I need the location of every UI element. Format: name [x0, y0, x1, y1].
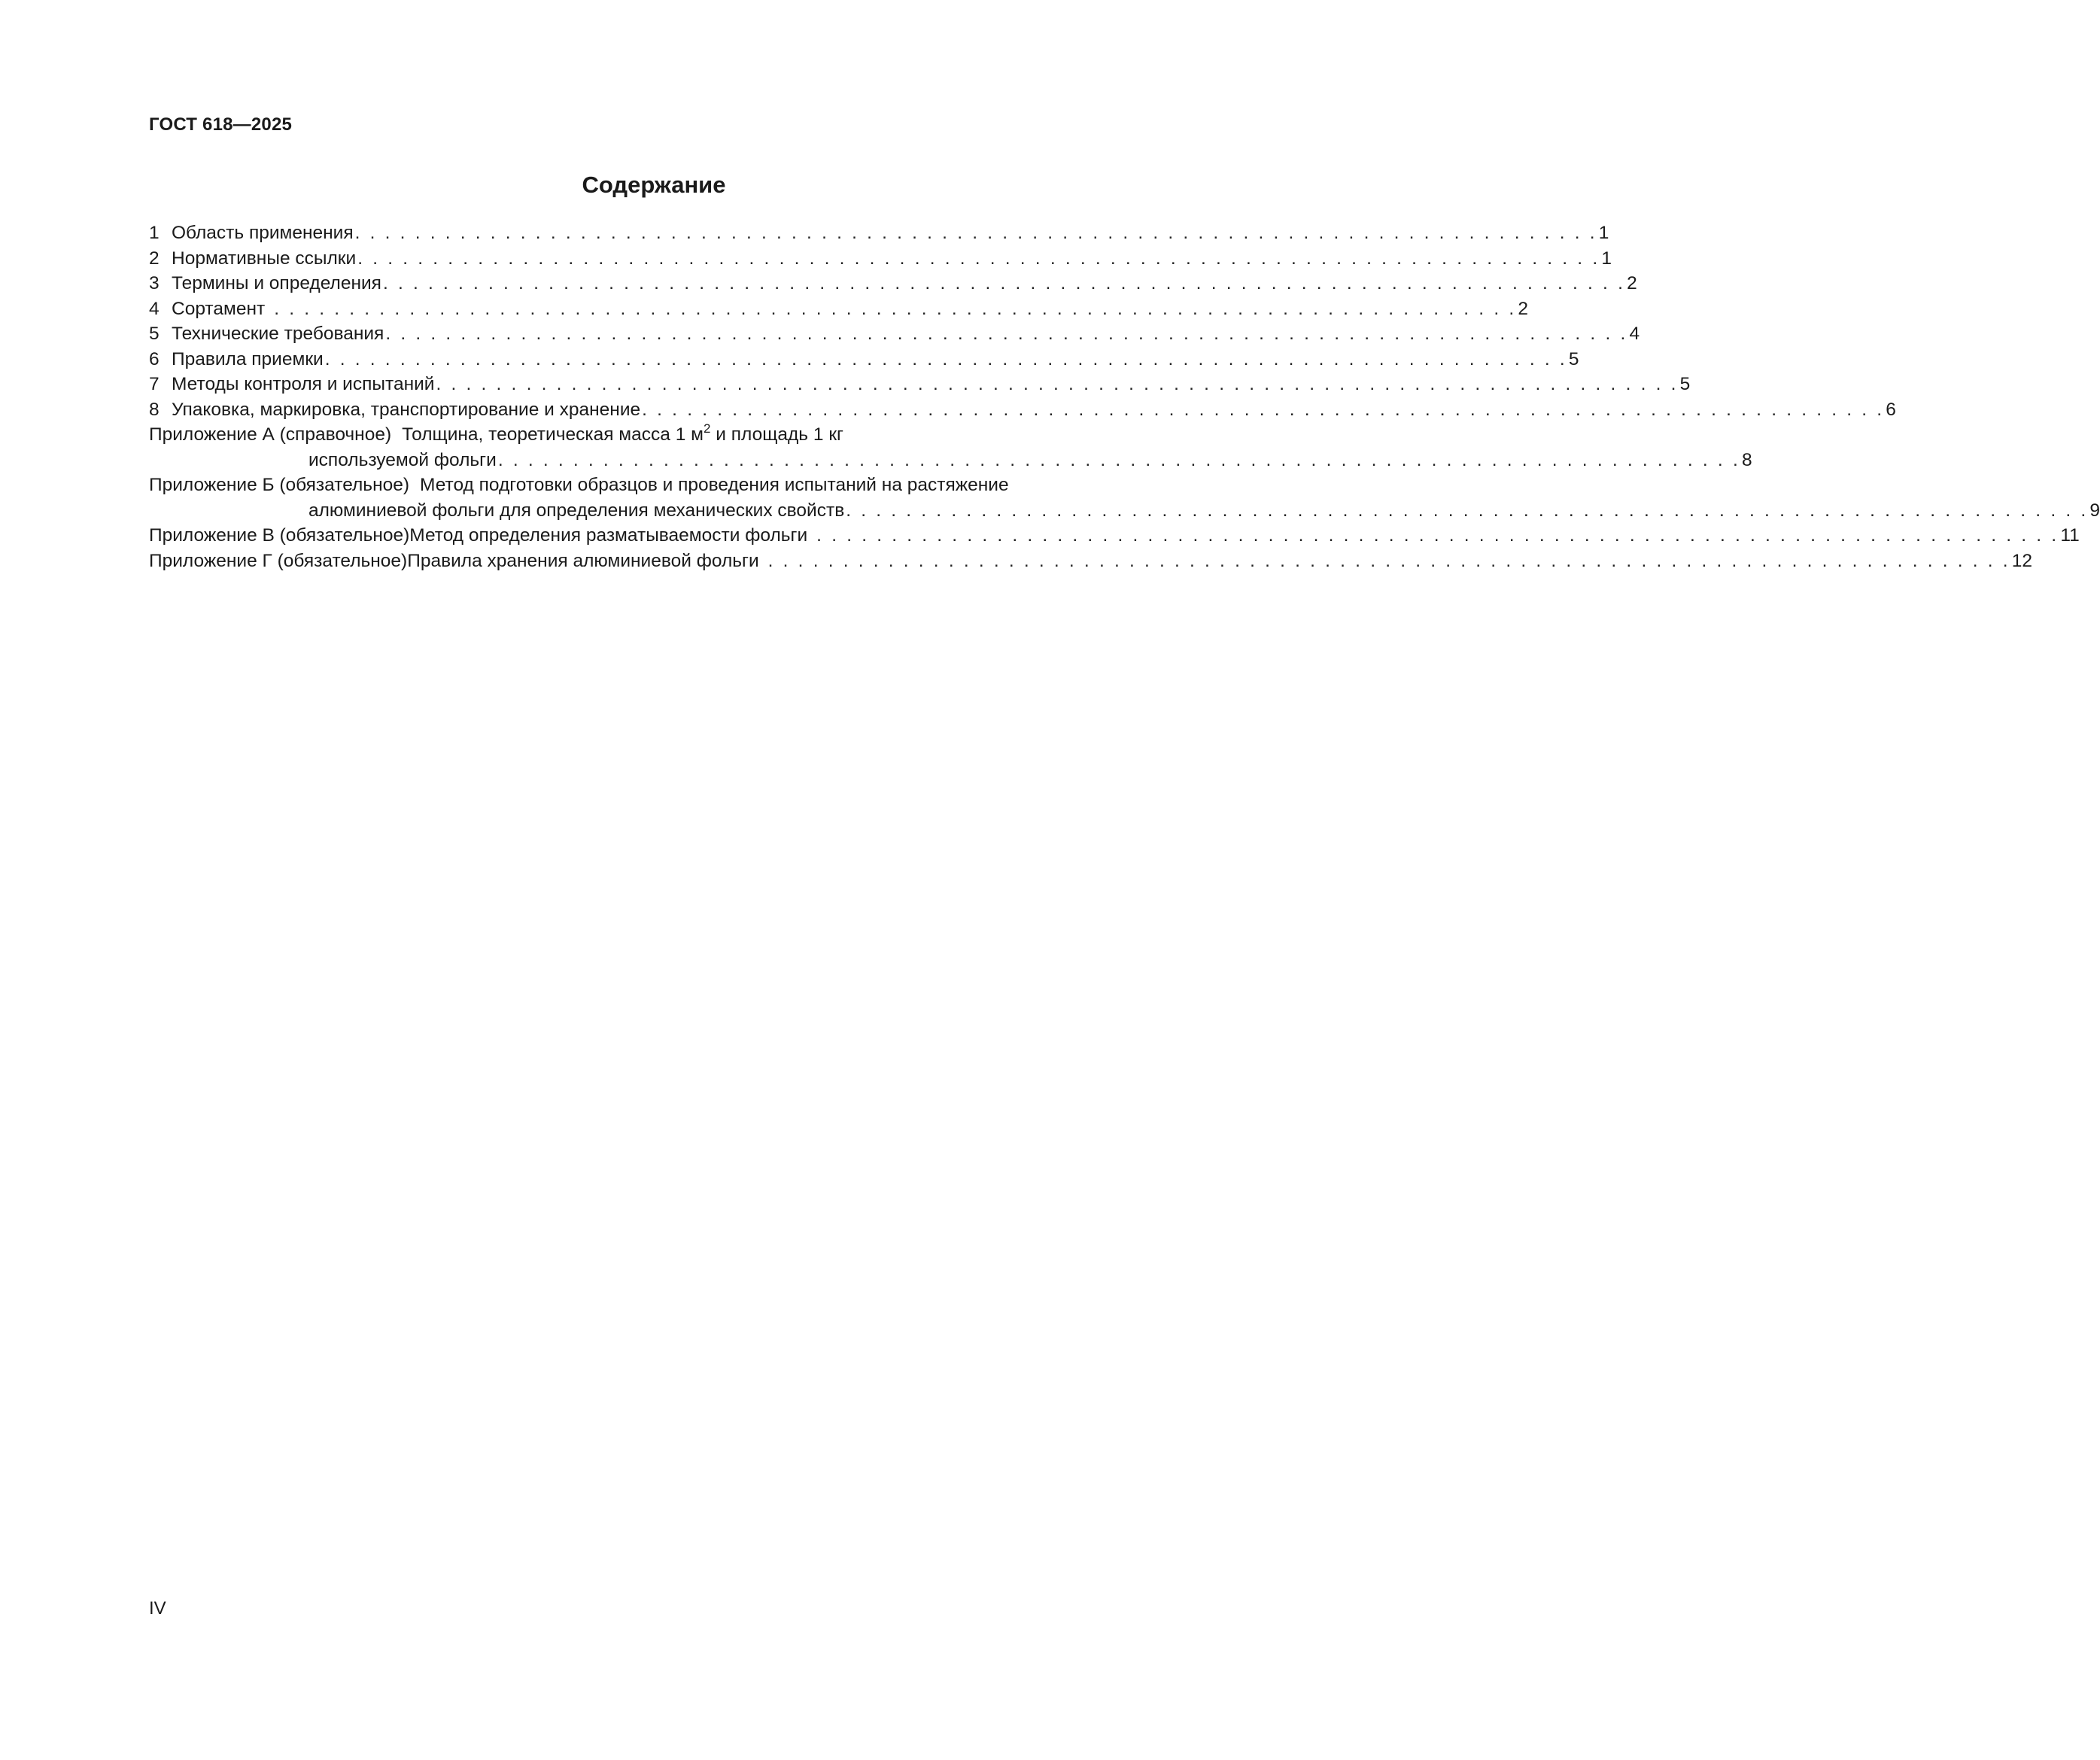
toc-entry-6[interactable] [149, 347, 1579, 372]
toc-entry-4[interactable] [149, 296, 1528, 322]
toc-page-number: 5 [1568, 348, 1579, 369]
toc-page-number: 9 [2089, 500, 2100, 521]
annex-label: Приложение А (справочное) [149, 424, 392, 445]
toc-page-number: 2 [1518, 298, 1528, 319]
annex-title: Правила хранения алюминиевой фольги [407, 550, 759, 571]
toc-entry-title: Нормативные ссылки [172, 248, 357, 269]
toc-leader: . . . . . . . . . . . . . . . . . . . . . . . . . . . . . . . . . . . . . . . . . . . . . . . . . . . . . . . . . . . . . . . . . . . . . . . . . . . . . . . . . . . [385, 324, 1628, 344]
toc-entry-3[interactable] [149, 271, 1637, 296]
toc-entry-7[interactable] [149, 372, 1691, 397]
toc-leader: . . . . . . . . . . . . . . . . . . . . . . . . . . . . . . . . . . . . . . . . . . . . . . . . . . . . . . . . . . . . . . . . . . . . . . . . . . . . . . . . . . . [760, 550, 2010, 571]
toc-leader: . . . . . . . . . . . . . . . . . . . . . . . . . . . . . . . . . . . . . . . . . . . . . . . . . . . . . . . . . . . . . . . . . . . . . . . . . . . . . . . . . . . [324, 348, 1567, 369]
toc-leader: . . . . . . . . . . . . . . . . . . . . . . . . . . . . . . . . . . . . . . . . . . . . . . . . . . . . . . . . . . . . . . . . . . . . . . . . . . . . . . . . . . . [266, 298, 1517, 319]
toc-page-number: 2 [1627, 273, 1637, 293]
toc-entry-number: 4 [149, 298, 160, 319]
table-of-contents [149, 220, 2100, 573]
toc-annex-v[interactable] [149, 523, 2080, 549]
toc-leader: . . . . . . . . . . . . . . . . . . . . . . . . . . . . . . . . . . . . . . . . . . . . . . . . . . . . . . . . . . . . . . . . . . . . . . . . . . . . . . . . . . . [497, 449, 1740, 470]
toc-entry-title: Сортамент [172, 298, 266, 319]
annex-title-line1: Метод подготовки образцов и проведения испытаний на растяжение [420, 475, 1009, 495]
annex-label: Приложение Г (обязательное) [149, 550, 408, 571]
toc-annex-a-continuation[interactable] [149, 448, 1752, 473]
toc-entry-8[interactable] [149, 397, 1896, 423]
toc-leader: . . . . . . . . . . . . . . . . . . . . . . . . . . . . . . . . . . . . . . . . . . . . . . . . . . . . . . . . . . . . . . . . . . . . . . . . . . . . . . . . . . . [846, 500, 2089, 521]
annex-label: Приложение В (обязательное) [149, 525, 410, 546]
toc-leader: . . . . . . . . . . . . . . . . . . . . . . . . . . . . . . . . . . . . . . . . . . . . . . . . . . . . . . . . . . . . . . . . . . . . . . . . . . . . . . . . . . . [809, 525, 2059, 546]
toc-entry-title: Методы контроля и испытаний [172, 374, 435, 394]
annex-title-part: Толщина, теоретическая масса 1 м [402, 424, 704, 445]
annex-label: Приложение Б (обязательное) [149, 475, 410, 495]
toc-entry-title: Технические требования [172, 324, 384, 344]
toc-entry-title: Правила приемки [172, 348, 324, 369]
toc-entry-number: 7 [149, 374, 160, 394]
toc-entry-1[interactable] [149, 220, 1609, 246]
toc-annex-a[interactable] [149, 422, 1163, 448]
toc-leader: . . . . . . . . . . . . . . . . . . . . . . . . . . . . . . . . . . . . . . . . . . . . . . . . . . . . . . . . . . . . . . . . . . . . . . . . . . . . . . . . . . . [382, 273, 1626, 293]
toc-leader: . . . . . . . . . . . . . . . . . . . . . . . . . . . . . . . . . . . . . . . . . . . . . . . . . . . . . . . . . . . . . . . . . . . . . . . . . . . . . . . . . . . [354, 223, 1597, 243]
toc-entry-2[interactable] [149, 246, 1612, 272]
superscript: 2 [704, 421, 711, 436]
toc-entry-number: 3 [149, 273, 160, 293]
toc-entry-title: Термины и определения [172, 273, 381, 293]
toc-annex-b[interactable] [149, 473, 1163, 498]
toc-page-number: 1 [1601, 248, 1612, 269]
toc-annex-b-continuation[interactable] [149, 498, 2100, 524]
toc-page-number: 5 [1679, 374, 1691, 394]
toc-entry-5[interactable] [149, 321, 1640, 347]
toc-entry-number: 1 [149, 223, 160, 243]
toc-entry-number: 6 [149, 348, 160, 369]
toc-entry-number: 8 [149, 399, 160, 420]
toc-annex-g[interactable] [149, 549, 2033, 574]
page-folio: IV [149, 1598, 166, 1619]
toc-page-number: 1 [1598, 223, 1609, 243]
annex-title-part: и площадь 1 кг [710, 424, 843, 445]
toc-entry-number: 2 [149, 248, 160, 269]
toc-entry-title: Упаковка, маркировка, транспортирование и хранение [172, 399, 641, 420]
toc-page-number: 6 [1886, 399, 1896, 420]
toc-page-number: 8 [1741, 449, 1752, 470]
document-code: ГОСТ 618—2025 [149, 114, 293, 135]
annex-title: Метод определения разматываемости фольги [409, 525, 808, 546]
toc-title: Содержание [582, 172, 726, 198]
toc-page-number: 12 [2011, 550, 2033, 571]
toc-leader: . . . . . . . . . . . . . . . . . . . . . . . . . . . . . . . . . . . . . . . . . . . . . . . . . . . . . . . . . . . . . . . . . . . . . . . . . . . . . . . . . . . [642, 399, 1885, 420]
toc-entry-title: Область применения [172, 223, 354, 243]
toc-leader: . . . . . . . . . . . . . . . . . . . . . . . . . . . . . . . . . . . . . . . . . . . . . . . . . . . . . . . . . . . . . . . . . . . . . . . . . . . . . . . . . . . [436, 374, 1679, 394]
toc-leader: . . . . . . . . . . . . . . . . . . . . . . . . . . . . . . . . . . . . . . . . . . . . . . . . . . . . . . . . . . . . . . . . . . . . . . . . . . . . . . . . . . . [357, 248, 1600, 269]
toc-page-number: 4 [1629, 324, 1640, 344]
toc-page-number: 11 [2060, 525, 2080, 546]
toc-entry-number: 5 [149, 324, 160, 344]
annex-title-line2: используемой фольги [308, 449, 497, 470]
annex-title-line2: алюминиевой фольги для определения механических свойств [308, 500, 845, 521]
